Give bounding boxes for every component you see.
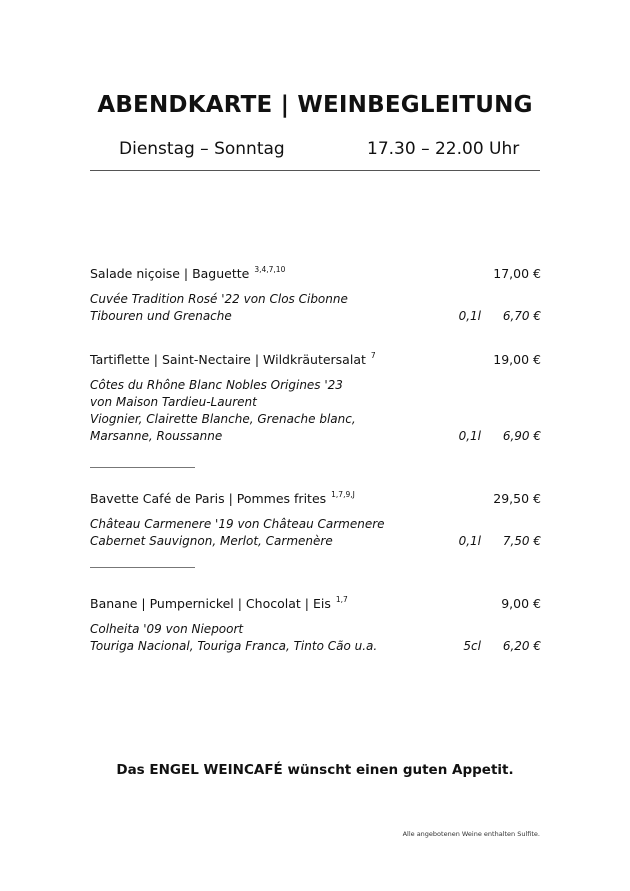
closing-message: Das ENGEL WEINCAFÉ wünscht einen guten Appetit. — [116, 762, 514, 778]
wine-quantity: 0,1l — [458, 534, 481, 548]
dish-price: 17,00 € — [493, 266, 541, 281]
menu-course — [90, 491, 541, 551]
wine-line: Cuvée Tradition Rosé '22 von Clos Cibonne — [90, 292, 348, 306]
wine-price: 6,20 € — [502, 639, 541, 653]
dish-row — [90, 266, 541, 286]
allergen-codes: 3,4,7,10 — [254, 265, 286, 274]
opening-days: Dienstag – Sonntag — [119, 139, 285, 159]
allergen-codes: 1,7 — [335, 595, 348, 604]
menu-course — [90, 596, 541, 656]
wine-line: von Maison Tardieu-Laurent — [90, 395, 257, 409]
menu-course — [90, 266, 541, 326]
sulfite-footnote: Alle angebotenen Weine enthalten Sulfite. — [402, 830, 540, 838]
dish-name: Banane | Pumpernickel | Chocolat | Eis — [90, 596, 331, 611]
wine-line-text: Marsanne, Roussanne — [90, 429, 223, 443]
dish-price: 9,00 € — [501, 596, 541, 611]
wine-line — [90, 429, 541, 446]
wine-line: Colheita '09 von Niepoort — [90, 622, 244, 636]
wine-quantity: 5cl — [463, 639, 481, 653]
allergen-codes: 1,7,9,J — [331, 490, 355, 499]
dish-row — [90, 352, 541, 372]
wine-line — [90, 639, 541, 656]
course-separator — [90, 467, 195, 468]
wine-line-text: Touriga Nacional, Touriga Franca, Tinto Cão u.a. — [90, 639, 378, 653]
menu-course — [90, 352, 541, 446]
header-divider — [90, 170, 540, 171]
wine-line — [90, 534, 541, 551]
dish-name: Salade niçoise | Baguette — [90, 266, 250, 281]
wine-line-text: Cabernet Sauvignon, Merlot, Carmenère — [90, 534, 333, 548]
dish-row — [90, 491, 541, 511]
wine-line-text: Tibouren und Grenache — [90, 309, 232, 323]
wine-quantity: 0,1l — [458, 309, 481, 323]
wine-price: 6,70 € — [502, 309, 541, 323]
wine-quantity: 0,1l — [458, 429, 481, 443]
wine-price: 6,90 € — [502, 429, 541, 443]
dish-name: Bavette Café de Paris | Pommes frites — [90, 491, 327, 506]
dish-name: Tartiflette | Saint-Nectaire | Wildkräutersalat — [90, 352, 366, 367]
wine-line: Château Carmenere '19 von Château Carmenere — [90, 517, 385, 531]
wine-price: 7,50 € — [502, 534, 541, 548]
dish-price: 19,00 € — [493, 352, 541, 367]
wine-line — [90, 309, 541, 326]
course-separator — [90, 567, 195, 568]
wine-line: Côtes du Rhône Blanc Nobles Origines '23 — [90, 378, 343, 392]
dish-price: 29,50 € — [493, 491, 541, 506]
opening-hours: 17.30 – 22.00 Uhr — [367, 139, 520, 159]
allergen-codes: 7 — [370, 351, 376, 360]
wine-line: Viognier, Clairette Blanche, Grenache blanc, — [90, 412, 356, 426]
page-title: ABENDKARTE | WEINBEGLEITUNG — [97, 92, 533, 118]
dish-row — [90, 596, 541, 616]
